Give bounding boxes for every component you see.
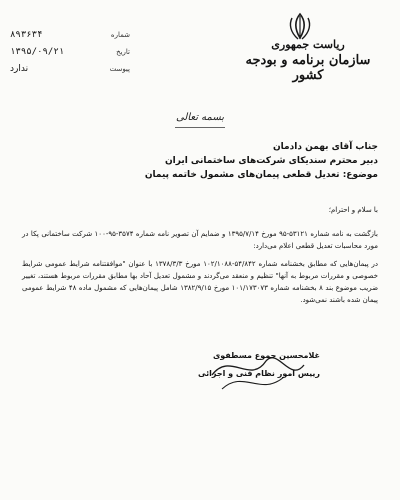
organization-line1: ریاست جمهوری (271, 38, 345, 51)
attachment-row (10, 64, 130, 81)
address-block (22, 140, 378, 182)
organization-header (228, 38, 388, 83)
attachment-label: پیوست (109, 65, 130, 73)
date-value: ۱۳۹۵/۰۹/۲۱ (10, 47, 65, 57)
recipient-title: دبیر محترم سندیکای شرکت‌های ساختمانی ایران (164, 156, 378, 166)
number-label: شماره (110, 31, 130, 39)
attachment-value: ندارد (10, 64, 29, 74)
body-paragraph: بازگشت به نامه شماره ۵۳۱۲۱-۹۵ مورخ ۱۳۹۵/۷/۱۴ و ضمایم آن تصویر نامه شماره ۳۵۷۴-۹۵-۱۰۰ شرکت ساختمانی پکا در مورد محاسبات تعدیل قطعی اعلام می‌دارد: (22, 230, 378, 250)
subject-line: موضوع: تعدیل قطعی پیمان‌های مشمول خاتمه پیمان (144, 170, 378, 180)
heading: بسمه تعالی (175, 112, 225, 123)
signatory-title: رییس امور نظام فنی و اجرائی (198, 369, 320, 378)
number-row (10, 30, 130, 47)
signature-block (200, 345, 320, 415)
recipient-name: جناب آقای بهمن دادمان (273, 142, 378, 152)
signatory-name: غلامحسین حموع مسطفوی (212, 351, 320, 360)
number-value: ۸۹۳۶۳۴ (10, 30, 43, 40)
heading-divider (175, 127, 225, 128)
date-label: تاریخ (116, 48, 130, 56)
body-paragraph: در پیمان‌هایی که مطابق بخشنامه شماره ۵۴/۸۴۲-۱۰۲/۱۰۸۸ مورخ ۱۳۷۸/۳/۳ با عنوان "موافقتنامه شرایط عمومی شرایط خصوصی و مقررات مربوط به آنها" تنظیم و منعقد می‌گردند و مشمول تعدیل آحاد بها مطابق مقررات مربوط هستند، تغییر ضریب موضوع بند ۸ بخشنامه شماره ۱۰۱/۱۷۳۰۷۳ مورخ ۱۳۸۲/۹/۱۵ شامل پیمان‌هایی که مشمول ماده ۴۸ شرایط عمومی پیمان شده باشند نمی‌شود. (22, 260, 379, 304)
greeting: با سلام و احترام؛ (328, 206, 378, 214)
organization-line2: سازمان برنامه و بودجه کشور (245, 53, 371, 83)
letter-body (22, 228, 378, 312)
date-row (10, 47, 130, 64)
letter-meta (10, 30, 130, 81)
